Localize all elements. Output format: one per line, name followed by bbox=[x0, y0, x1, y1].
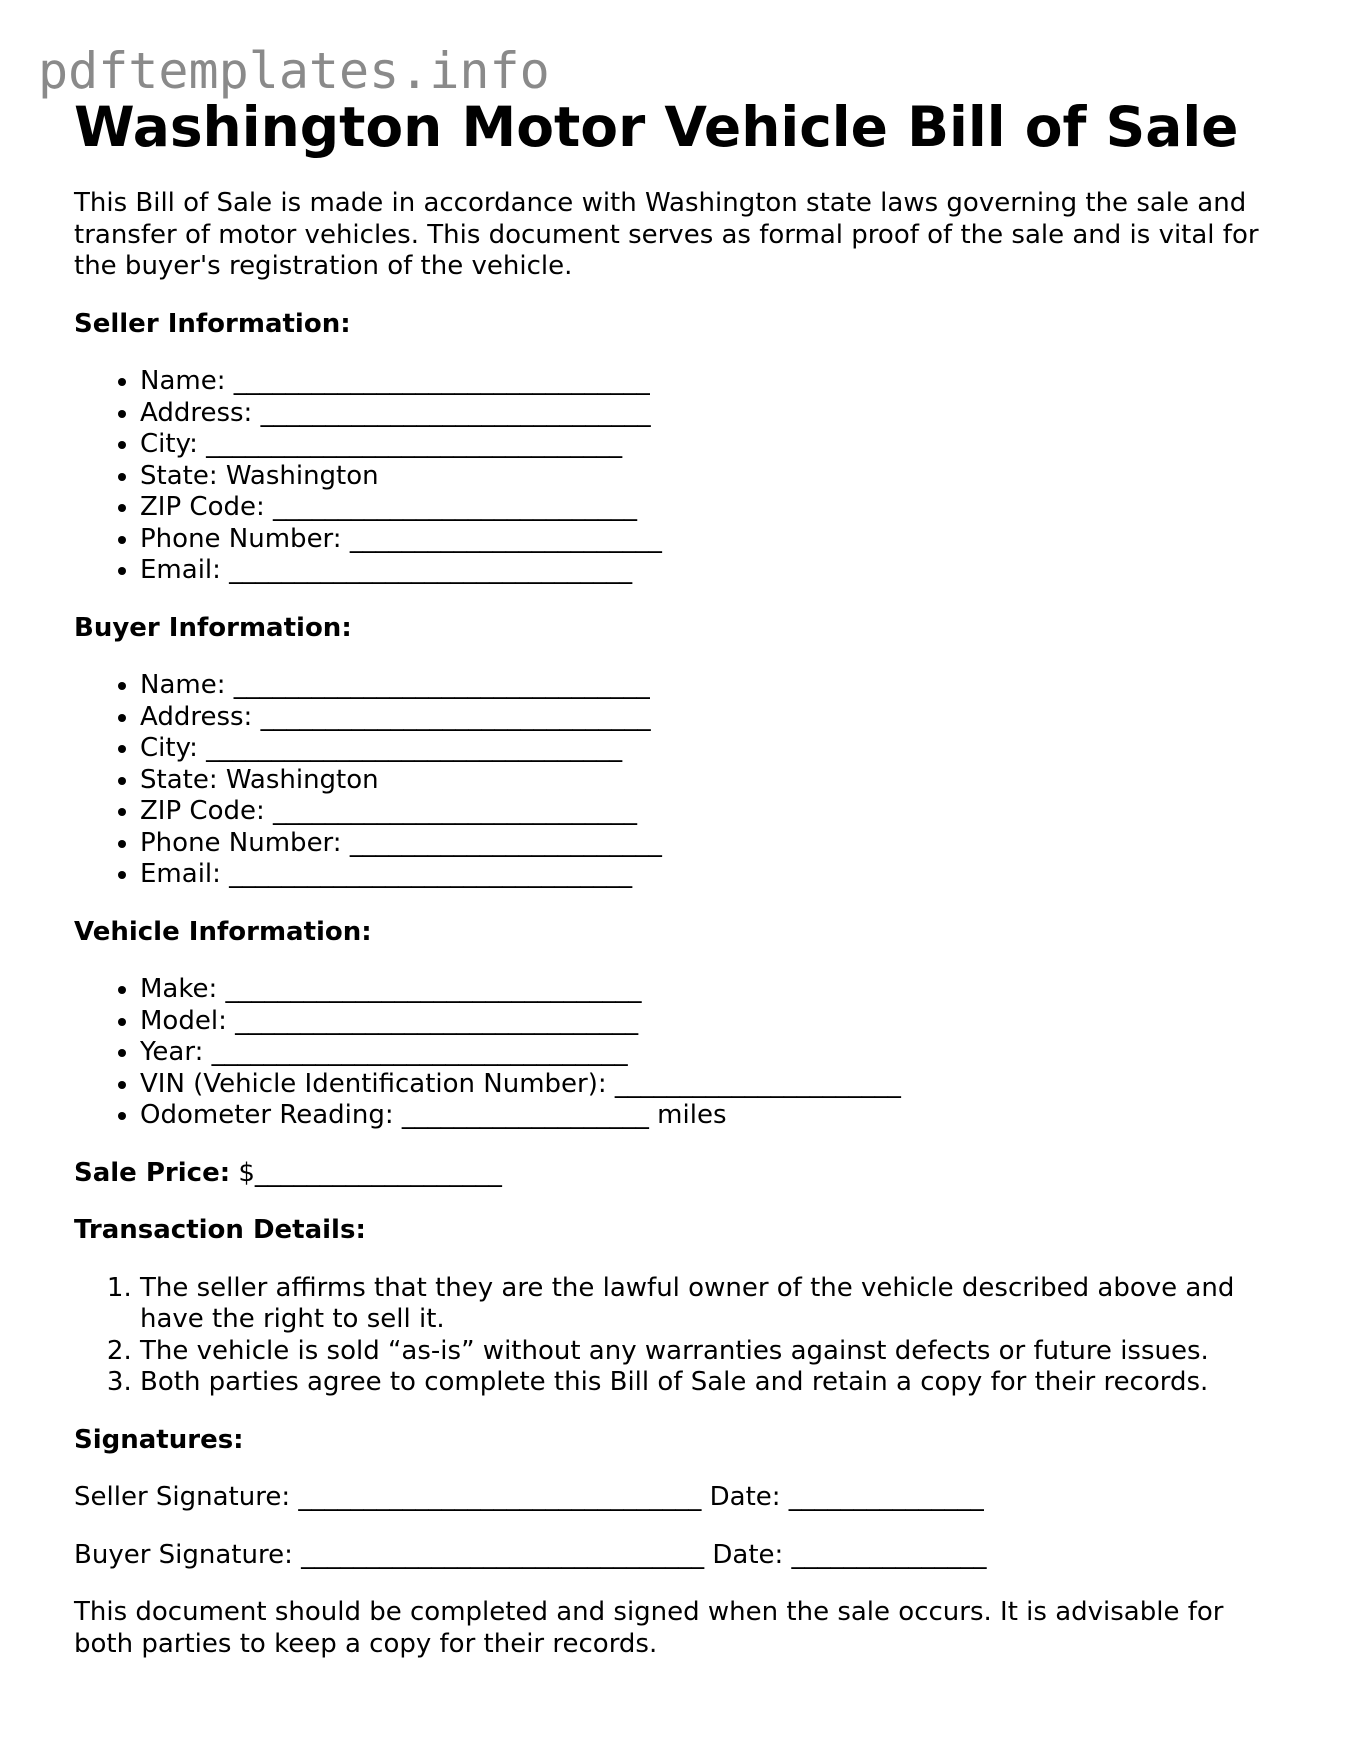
buyer-zip-field[interactable]: • ZIP Code: ____________________________ bbox=[140, 796, 1304, 828]
seller-address-field[interactable]: • Address: ______________________________ bbox=[140, 398, 1304, 430]
seller-info-list bbox=[74, 366, 1304, 587]
buyer-city-field[interactable]: • City: ________________________________ bbox=[140, 733, 1304, 765]
sale-price-label: Sale Price: bbox=[74, 1157, 231, 1188]
seller-city-field[interactable]: • City: ________________________________ bbox=[140, 429, 1304, 461]
buyer-state: • State: Washington bbox=[140, 765, 1304, 797]
vehicle-model-field[interactable]: • Model: _______________________________ bbox=[140, 1006, 1304, 1038]
buyer-info-list bbox=[74, 670, 1304, 891]
buyer-phone-field[interactable]: • Phone Number: ________________________ bbox=[140, 828, 1304, 860]
transaction-item: 1. The seller affirms that they are the lawful owner of the vehicle described above and have the right to sell it. bbox=[140, 1273, 1304, 1336]
signatures-heading: Signatures: bbox=[74, 1424, 244, 1455]
seller-phone-field[interactable]: • Phone Number: ________________________ bbox=[140, 524, 1304, 556]
seller-name-field[interactable]: • Name: ________________________________ bbox=[140, 366, 1304, 398]
watermark: pdftemplates.info bbox=[38, 42, 550, 100]
intro-paragraph: This Bill of Sale is made in accordance with Washington state laws governing the sale and transfer of motor vehicles. This document serves as formal proof of the sale and is vital for the buyer's registration of the vehicle. bbox=[74, 188, 1259, 281]
vehicle-make-field[interactable]: • Make: ________________________________ bbox=[140, 974, 1304, 1006]
vehicle-vin-field[interactable]: • VIN (Vehicle Identification Number): ______________________ bbox=[140, 1069, 1304, 1101]
vehicle-heading: Vehicle Information: bbox=[74, 916, 372, 947]
vehicle-odometer-field[interactable]: • Odometer Reading: ___________________ miles bbox=[140, 1100, 1304, 1132]
seller-signature-line[interactable]: Seller Signature: _______________________________ Date: _______________ bbox=[74, 1482, 984, 1512]
document-title: Washington Motor Vehicle Bill of Sale bbox=[74, 95, 1239, 159]
transaction-list bbox=[74, 1273, 1304, 1399]
vehicle-info-list bbox=[74, 974, 1304, 1132]
seller-state: • State: Washington bbox=[140, 461, 1304, 493]
seller-heading: Seller Information: bbox=[74, 308, 351, 339]
sale-price-field[interactable]: $___________________ bbox=[238, 1157, 502, 1188]
sale-price-row bbox=[74, 1158, 1304, 1190]
buyer-email-field[interactable]: • Email: _______________________________ bbox=[140, 859, 1304, 891]
closing-paragraph: This document should be completed and signed when the sale occurs. It is advisable for both parties to keep a copy for their records. bbox=[74, 1597, 1224, 1659]
transaction-item: 2. The vehicle is sold “as-is” without any warranties against defects or future issues. bbox=[140, 1336, 1304, 1368]
buyer-name-field[interactable]: • Name: ________________________________ bbox=[140, 670, 1304, 702]
buyer-signature-line[interactable]: Buyer Signature: _______________________________ Date: _______________ bbox=[74, 1539, 987, 1570]
document-body bbox=[74, 92, 1304, 1660]
vehicle-year-field[interactable]: • Year: ________________________________ bbox=[140, 1037, 1304, 1069]
buyer-address-field[interactable]: • Address: ______________________________ bbox=[140, 702, 1304, 734]
buyer-heading: Buyer Information: bbox=[74, 612, 352, 643]
seller-email-field[interactable]: • Email: _______________________________ bbox=[140, 555, 1304, 587]
transaction-heading: Transaction Details: bbox=[74, 1215, 366, 1245]
seller-zip-field[interactable]: • ZIP Code: ____________________________ bbox=[140, 492, 1304, 524]
transaction-item: 3. Both parties agree to complete this Bill of Sale and retain a copy for their records. bbox=[140, 1367, 1304, 1399]
